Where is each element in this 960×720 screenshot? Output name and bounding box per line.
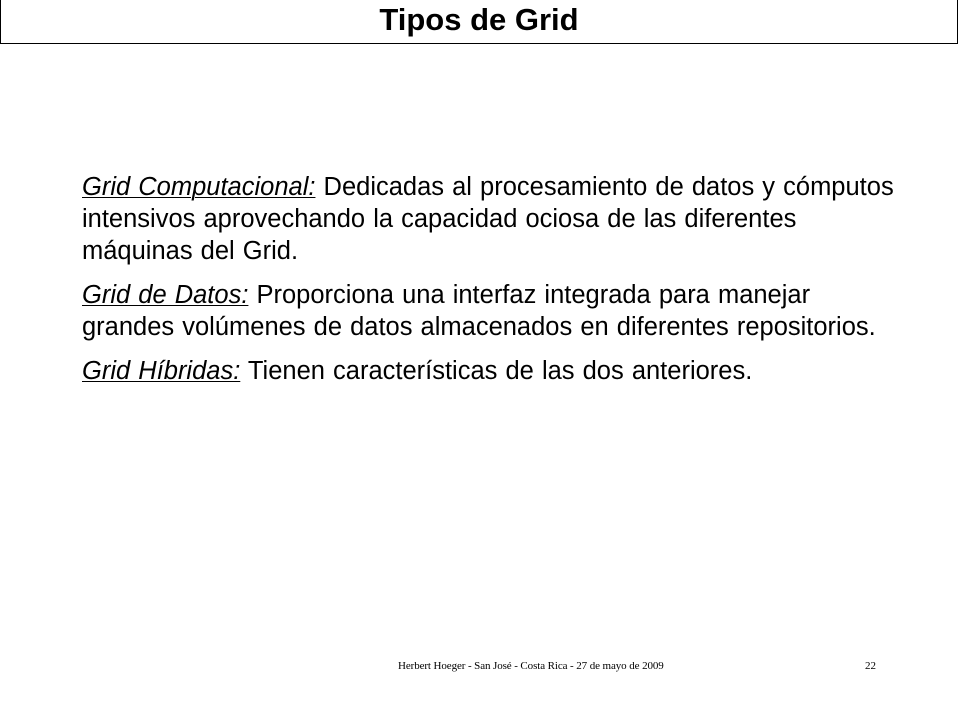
- term-label: Grid Híbridas:: [82, 357, 241, 385]
- grid-type-item-hibridas: [82, 355, 897, 387]
- term-description: Dedicadas al procesamiento de datos y cómputos intensivos aprovechando la capacidad ociosa de las diferentes máquinas del Grid.: [82, 173, 894, 265]
- page-number: 22: [865, 660, 876, 672]
- grid-type-item-computacional: [82, 171, 897, 267]
- term-label: Grid Computacional:: [82, 173, 316, 201]
- title-bar: [0, 0, 958, 44]
- term-label: Grid de Datos:: [82, 281, 249, 309]
- term-description: Tienen características de las dos anteriores.: [240, 357, 753, 385]
- slide-footer: Herbert Hoeger - San José - Costa Rica - 27 de mayo de 2009: [398, 660, 664, 672]
- slide-body: [82, 171, 897, 399]
- term-description: Proporciona una interfaz integrada para manejar grandes volúmenes de datos almacenados en diferentes repositorios.: [82, 281, 876, 341]
- slide-title: Tipos de Grid: [379, 2, 579, 37]
- grid-type-item-datos: [82, 279, 897, 343]
